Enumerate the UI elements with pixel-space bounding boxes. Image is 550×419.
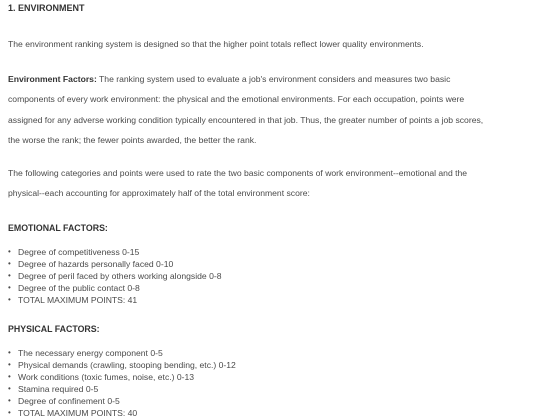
list-item-text: Degree of the public contact 0-8 (18, 282, 140, 293)
intro-paragraph: The environment ranking system is designed so that the higher point totals reflect lower quality environments. (8, 39, 424, 49)
bullet-icon: • (8, 383, 11, 393)
list-item (8, 347, 542, 359)
emotional-factors-title: EMOTIONAL FACTORS: (8, 222, 108, 233)
list-item-text: Stamina required 0-5 (18, 383, 99, 394)
list-item (8, 371, 542, 383)
physical-factors-title: PHYSICAL FACTORS: (8, 323, 100, 334)
list-item-text: Physical demands (crawling, stooping bending, etc.) 0-12 (18, 359, 236, 370)
section-title: 1. ENVIRONMENT (8, 3, 85, 13)
list-item (8, 246, 542, 258)
list-item-text: TOTAL MAXIMUM POINTS: 41 (18, 294, 138, 305)
bullet-icon: • (8, 395, 11, 405)
physical-factors-list (8, 347, 542, 419)
bullet-icon: • (8, 246, 11, 256)
bullet-icon: • (8, 294, 11, 304)
list-item (8, 282, 542, 294)
factors-line-2: components of every work environment: the physical and the emotional environments. For each occupation, points were (8, 94, 465, 104)
environment-factors-lead: Environment Factors: (8, 73, 97, 84)
list-item (8, 407, 542, 419)
list-item (8, 383, 542, 395)
categories-line-1: The following categories and points were used to rate the two basic components of work environment--emotional and the (8, 167, 468, 178)
list-item-text: Degree of confinement 0-5 (18, 395, 120, 406)
list-item-text: Degree of hazards personally faced 0-10 (18, 258, 174, 269)
emotional-factors-list (8, 246, 542, 306)
bullet-icon: • (8, 347, 11, 357)
bullet-icon: • (8, 407, 11, 417)
factors-line-4: the worse the rank; the fewer points awarded, the better the rank. (8, 135, 257, 145)
factors-line-3: assigned for any adverse working condition typically encountered in that job. Thus, the greater number of points a job scores, (8, 114, 484, 125)
bullet-icon: • (8, 371, 11, 381)
list-item-text: The necessary energy component 0-5 (18, 347, 163, 358)
list-item (8, 395, 542, 407)
list-item (8, 258, 542, 270)
list-item-text: Degree of competitiveness 0-15 (18, 246, 140, 257)
list-item-text: Degree of peril faced by others working alongside 0-8 (18, 270, 222, 281)
list-item (8, 270, 542, 282)
list-item-text: Work conditions (toxic fumes, noise, etc.) 0-13 (18, 371, 195, 382)
list-item (8, 359, 542, 371)
bullet-icon: • (8, 359, 11, 369)
bullet-icon: • (8, 282, 11, 292)
categories-paragraph (8, 163, 542, 204)
bullet-icon: • (8, 270, 11, 280)
list-item-text: TOTAL MAXIMUM POINTS: 40 (18, 407, 138, 418)
bullet-icon: • (8, 258, 11, 268)
categories-line-2: physical--each accounting for approximately half of the total environment score: (8, 188, 310, 198)
list-item (8, 294, 542, 306)
factors-line-1: The ranking system used to evaluate a job's environment considers and measures two basic (96, 73, 451, 84)
environment-factors-paragraph (8, 69, 542, 151)
